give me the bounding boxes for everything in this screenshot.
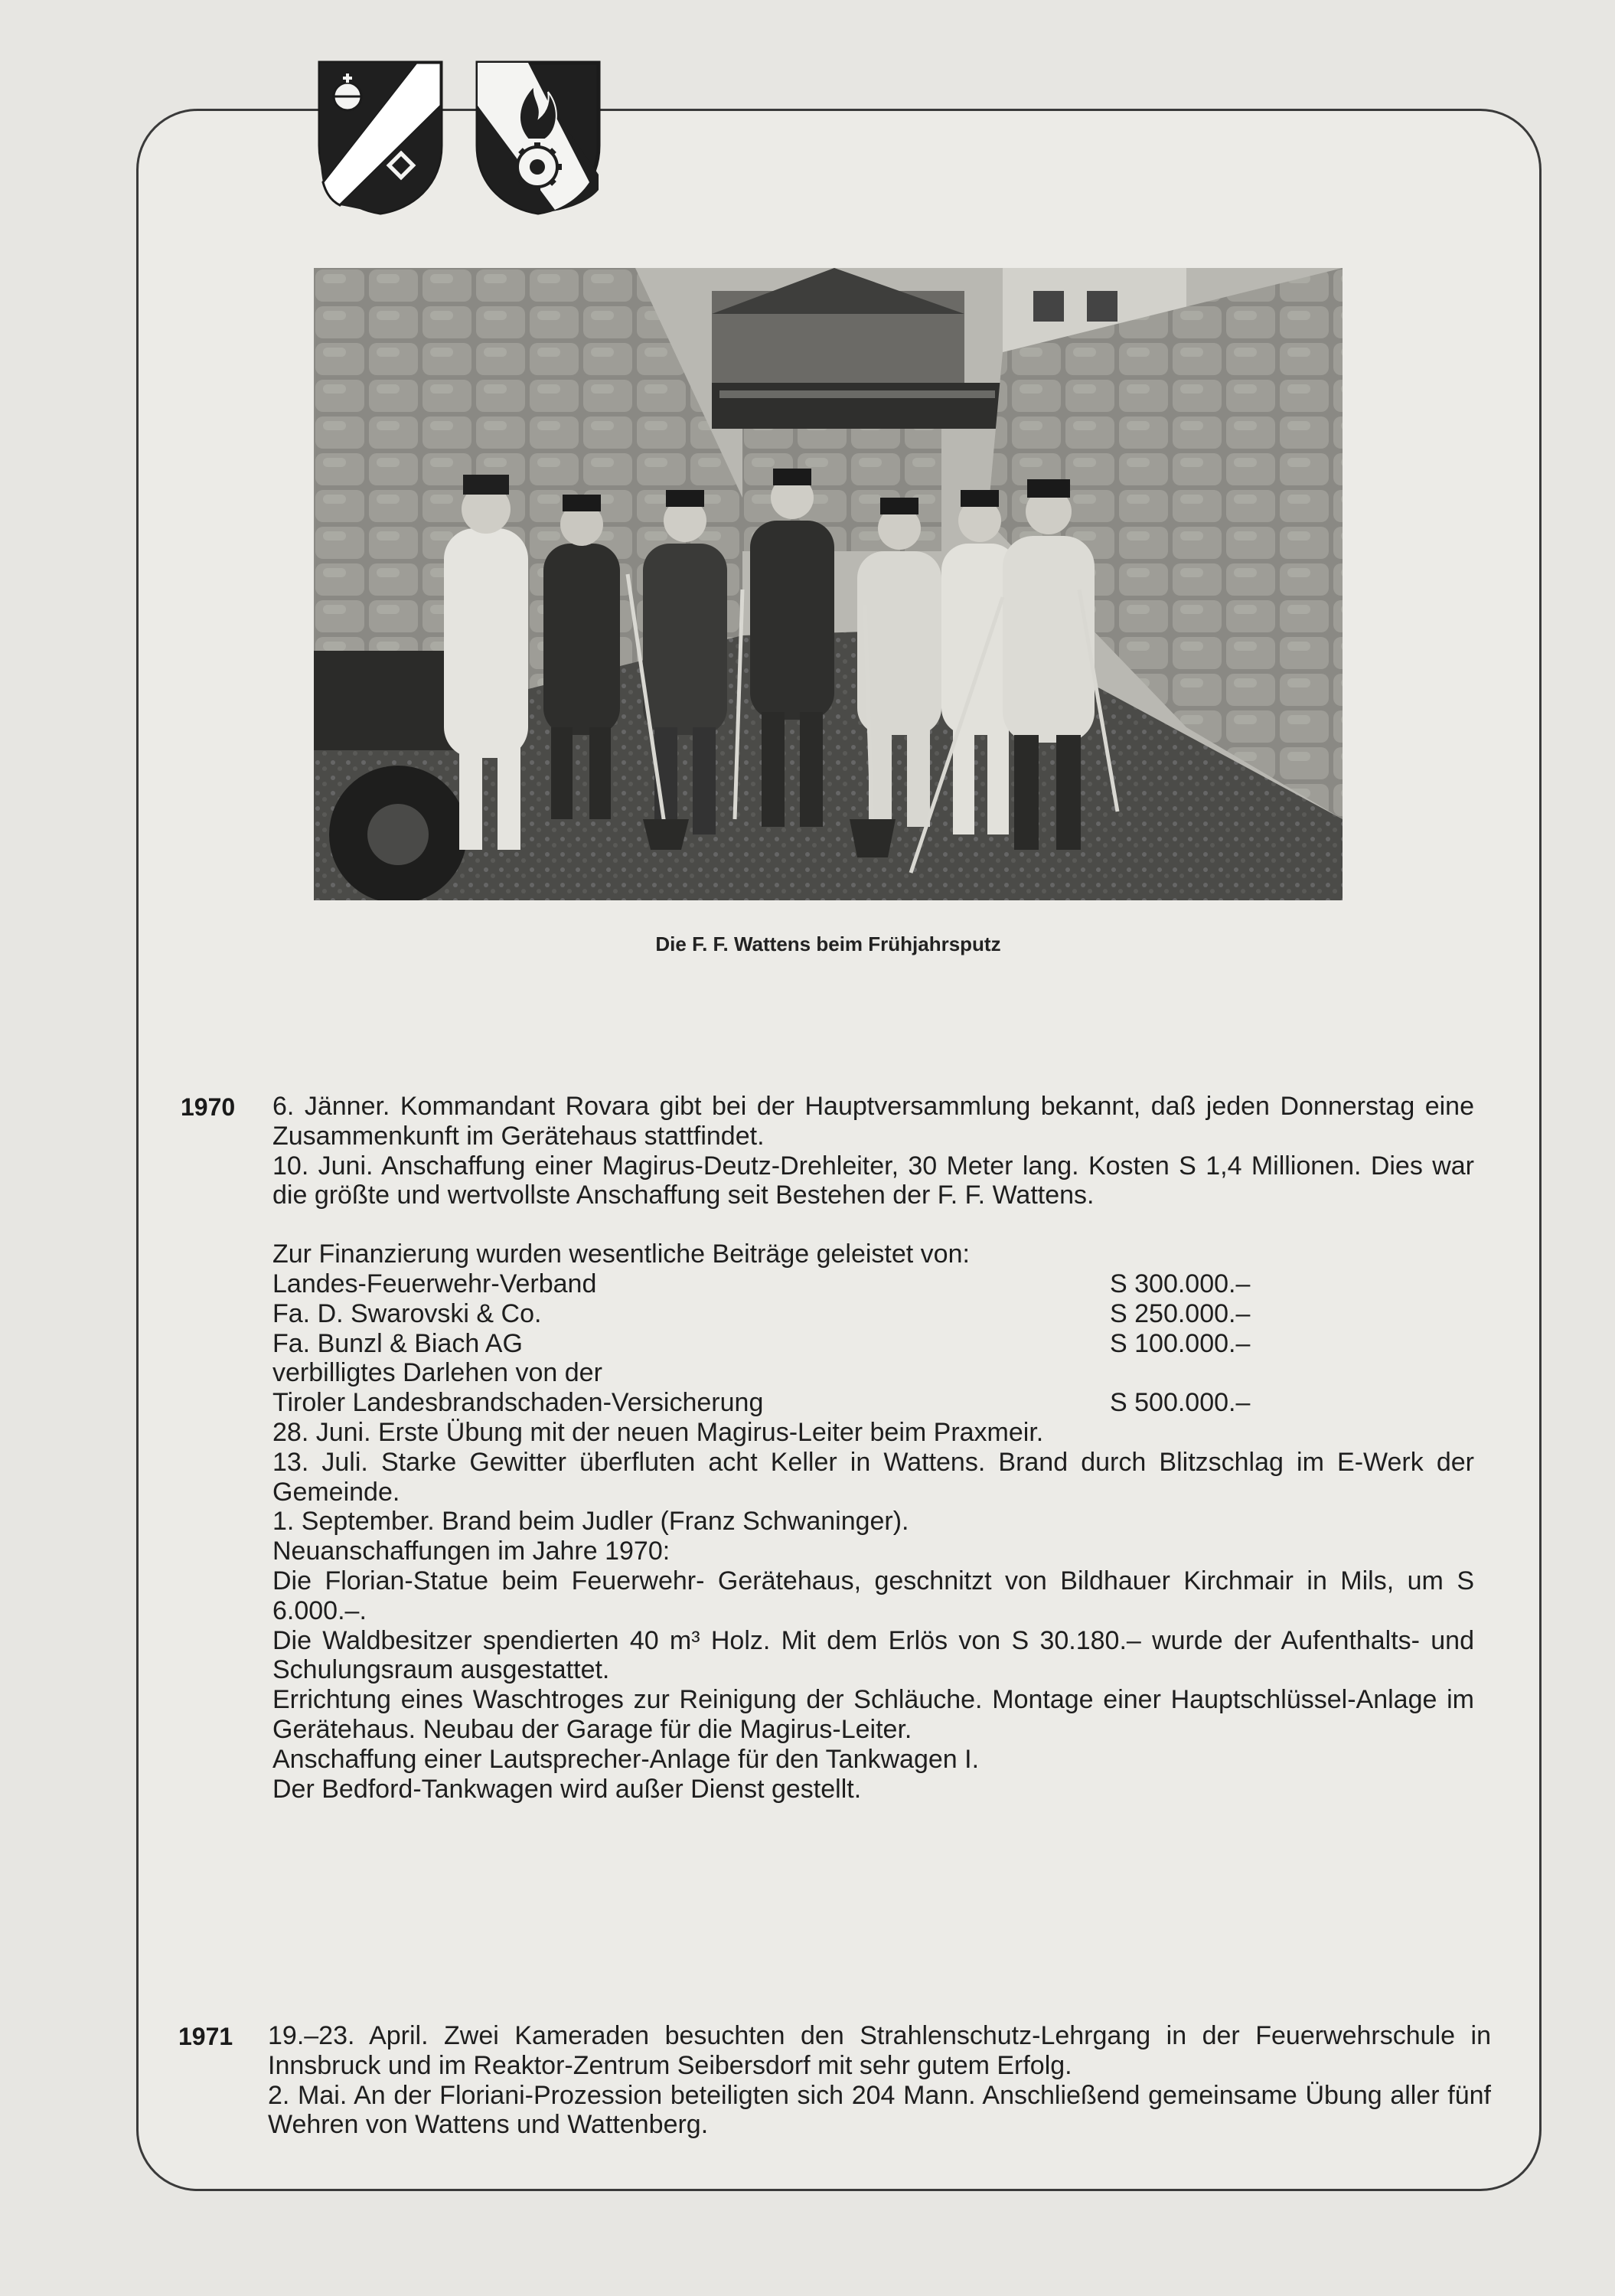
- year-label: 1970: [181, 1093, 236, 1121]
- funding-amount: S 100.000.–: [1110, 1328, 1251, 1358]
- funding-intro: Zur Finanzierung wurden wesentliche Beiträge geleistet von:: [272, 1239, 970, 1269]
- year-label: 1971: [178, 2023, 233, 2050]
- funding-row: [272, 1358, 1474, 1388]
- entry-paragraph: Anschaffung einer Lautsprecher-Anlage für den Tankwagen I.: [272, 1744, 980, 1774]
- funding-row: [272, 1299, 1474, 1329]
- entry-paragraph: Neuanschaffungen im Jahre 1970:: [272, 1537, 670, 1566]
- entry-paragraph: 28. Juni. Erste Übung mit der neuen Magirus-Leiter beim Praxmeir.: [272, 1417, 1044, 1447]
- entry-paragraph: 2. Mai. An der Floriani-Prozession beteiligten sich 204 Mann. Anschließend gemeinsame Übung aller fünf Wehren von Wattens und Wattenberg.: [268, 2080, 1491, 2140]
- fire-brigade-group-photo: [314, 268, 1343, 900]
- funding-source: Tiroler Landesbrandschaden-Versicherung: [272, 1388, 764, 1418]
- funding-row: [272, 1388, 1474, 1418]
- entry-paragraph: Die Florian-Statue beim Feuerwehr- Gerätehaus, geschnitzt von Bildhauer Kirchmair in Mils, um S 6.000.–.: [272, 1566, 1474, 1625]
- entry-paragraph: Die Waldbesitzer spendierten 40 m³ Holz. Mit dem Erlös von S 30.180.– wurde der Aufenthalts- und Schulungsraum ausgestattet.: [272, 1625, 1474, 1685]
- funding-row: [272, 1329, 1474, 1359]
- entry-paragraph: 13. Juli. Starke Gewitter überfluten acht Keller in Wattens. Brand durch Blitzschlag im E-Werk der Gemeinde.: [272, 1447, 1474, 1507]
- chronicle-entry-1971: [268, 2021, 1491, 2140]
- entry-paragraph: 6. Jänner. Kommandant Rovara gibt bei der Hauptversammlung bekannt, daß jeden Donnerstag eine Zusammenkunft im Gerätehaus stattfindet.: [272, 1092, 1474, 1151]
- funding-source: Fa. D. Swarovski & Co.: [272, 1298, 542, 1328]
- entry-paragraph: 1. September. Brand beim Judler (Franz Schwaninger).: [272, 1507, 909, 1537]
- funding-amount: S 500.000.–: [1110, 1388, 1251, 1418]
- photo-caption: Die F. F. Wattens beim Frühjahrsputz: [655, 932, 1001, 955]
- wattens-crest-image: [317, 60, 444, 216]
- fire-brigade-crest-image: [475, 60, 602, 216]
- funding-source: verbilligtes Darlehen von der: [272, 1358, 602, 1388]
- entry-paragraph: Der Bedford-Tankwagen wird außer Dienst gestellt.: [272, 1774, 862, 1804]
- entry-paragraph: 19.–23. April. Zwei Kameraden besuchten den Strahlenschutz-Lehrgang in der Feuerwehrschule in Innsbruck und im Reaktor-Zentrum Seibersdorf mit sehr gutem Erfolg.: [268, 2021, 1491, 2080]
- funding-row: [272, 1269, 1474, 1299]
- funding-amount: S 250.000.–: [1110, 1298, 1251, 1328]
- funding-source: Fa. Bunzl & Biach AG: [272, 1328, 523, 1358]
- chronicle-entry-1970: [272, 1092, 1474, 1804]
- entry-paragraph: Errichtung eines Waschtroges zur Reinigung der Schläuche. Montage einer Hauptschlüssel-Anlage im Gerätehaus. Neubau der Garage für die Magirus-Leiter.: [272, 1685, 1474, 1744]
- funding-amount: S 300.000.–: [1110, 1269, 1251, 1298]
- entry-paragraph: 10. Juni. Anschaffung einer Magirus-Deutz-Drehleiter, 30 Meter lang. Kosten S 1,4 Millionen. Dies war die größte und wertvollste Anschaffung seit Bestehen der F. F. Wattens.: [272, 1151, 1474, 1210]
- funding-source: Landes-Feuerwehr-Verband: [272, 1269, 597, 1298]
